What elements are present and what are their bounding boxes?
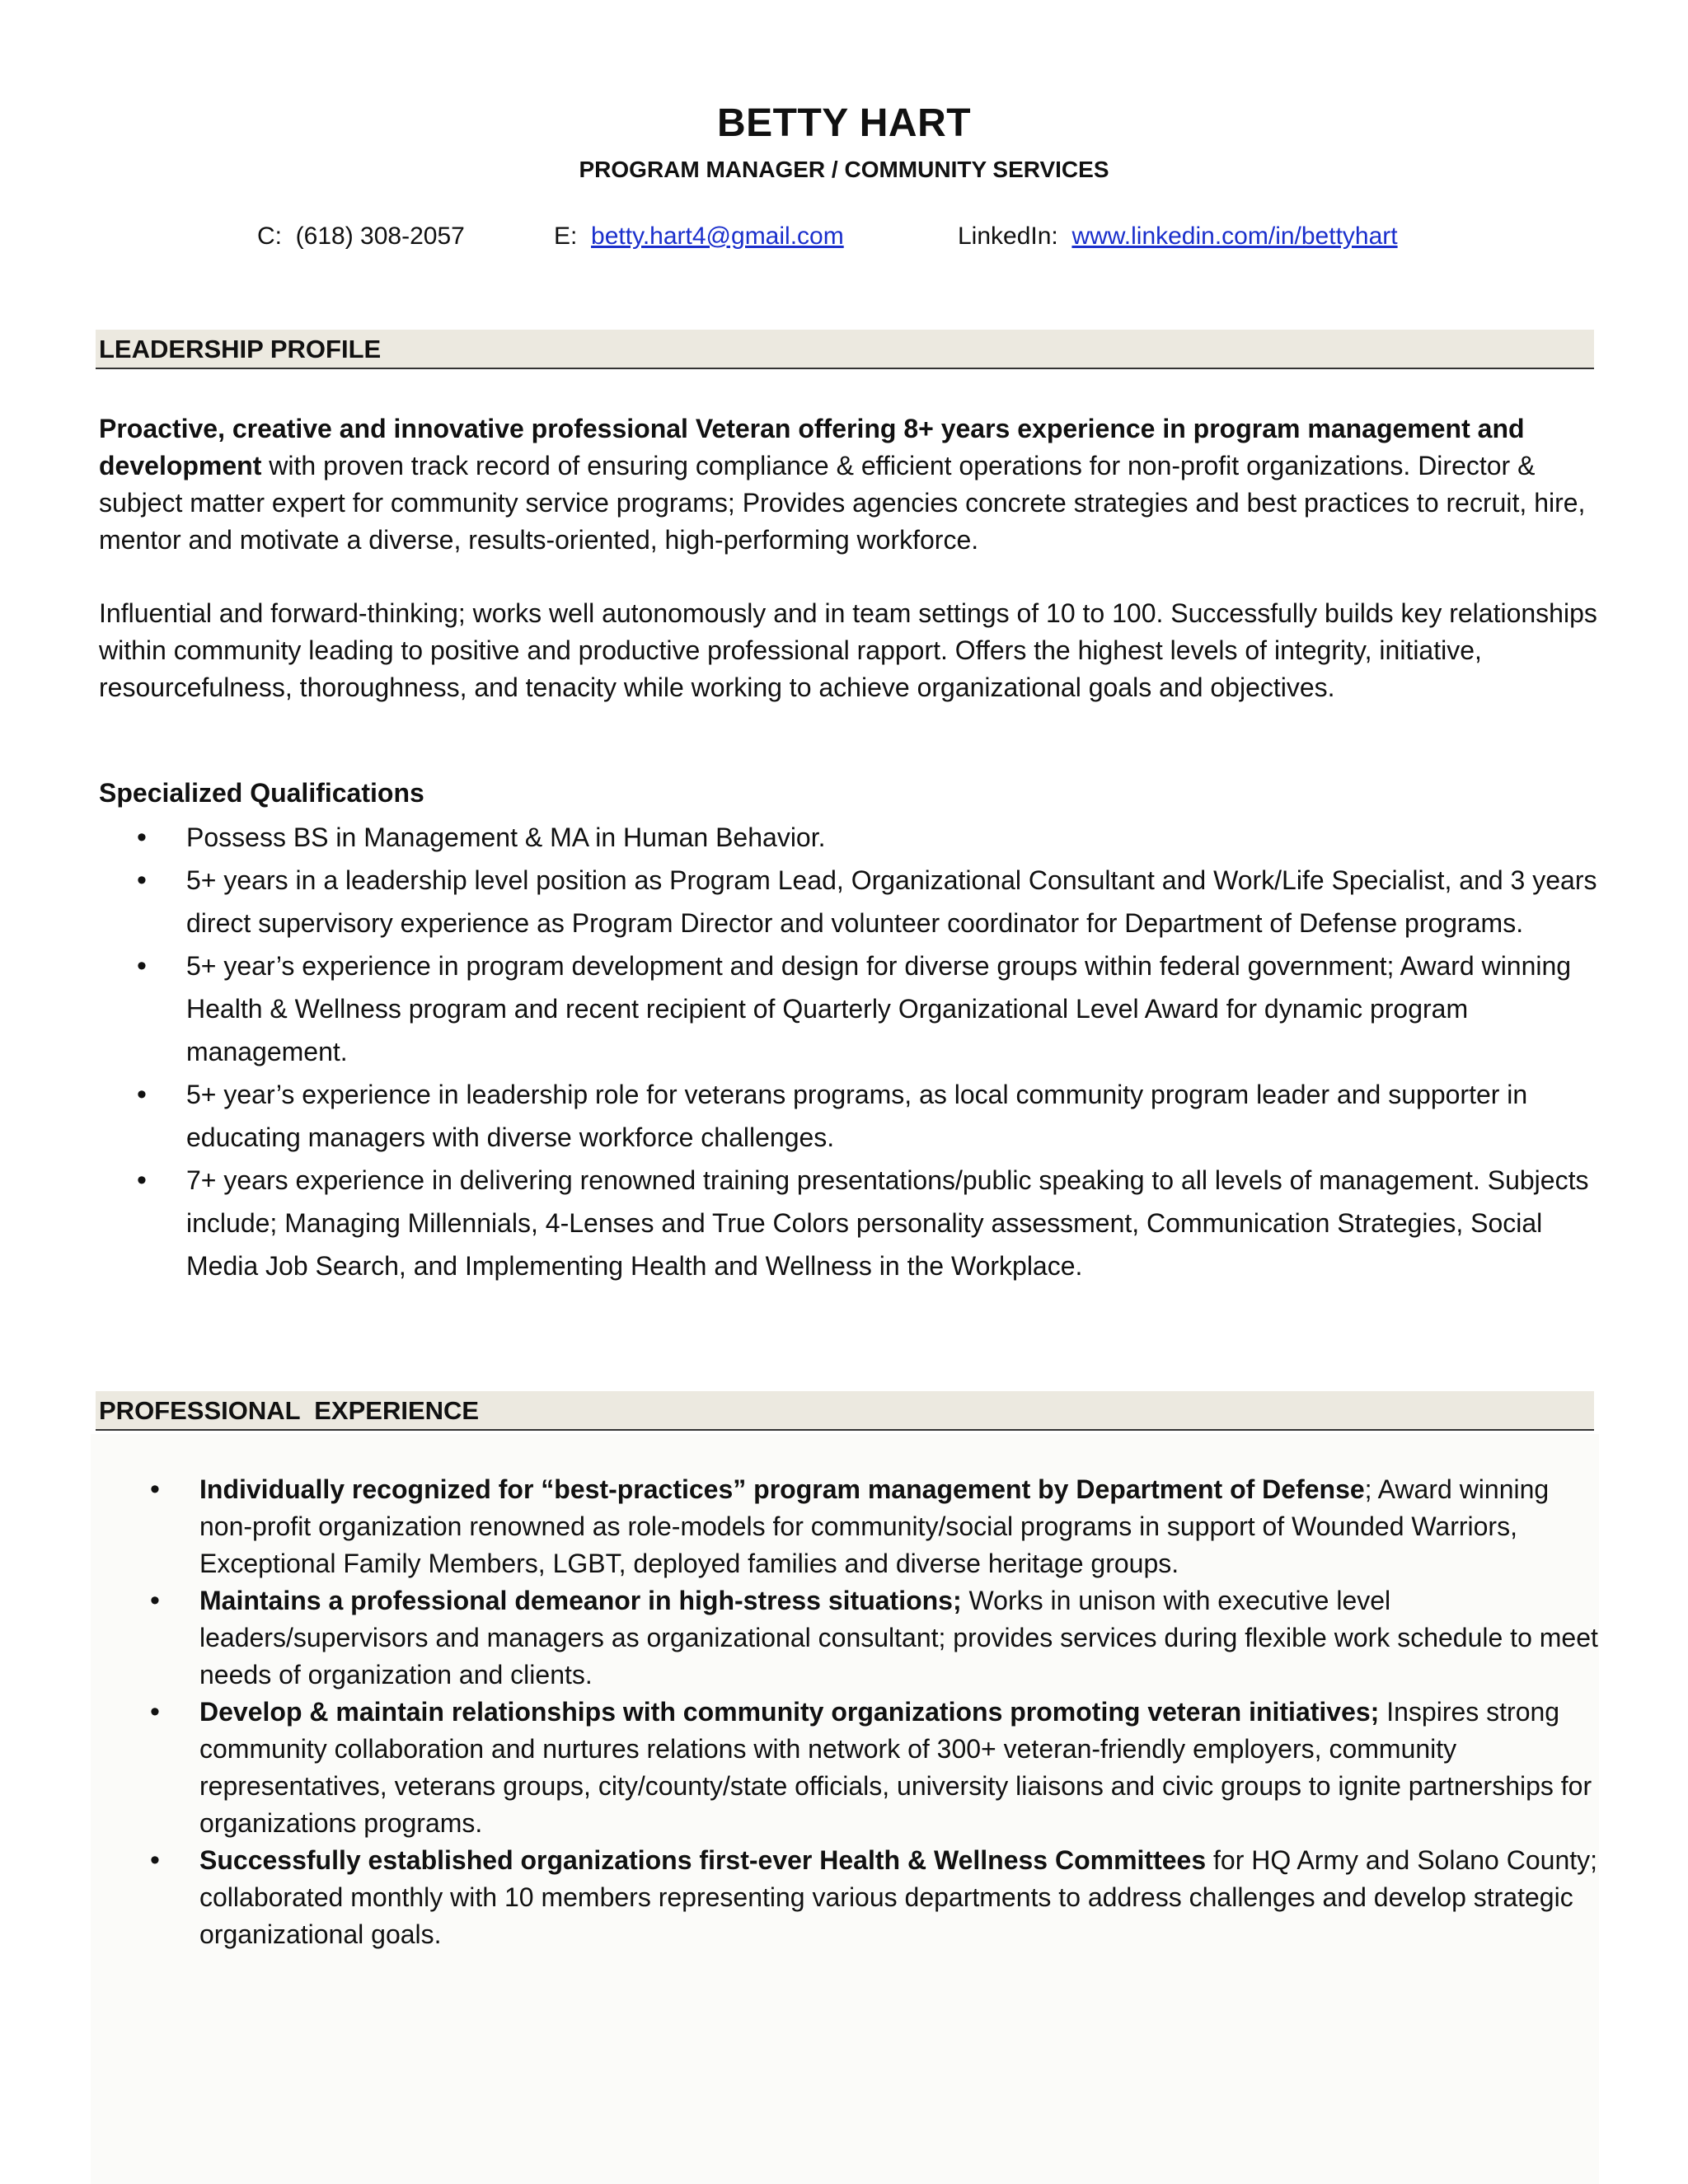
list-item: • 7+ years experience in delivering renowned training presentations/public speaking to all levels of management. Subjects include; Managing Millennials, 4-Lenses and True Colors personality assessment, Communication Strategies, Social Media Job Search, and Implementing Health and Wellness in the Workplace.: [99, 1159, 1599, 1287]
linkedin-link[interactable]: www.linkedin.com/in/bettyhart: [1071, 223, 1398, 250]
list-item: [99, 1842, 1599, 1953]
experience-text: Works in unison with executive level leaders/supervisors and managers as organizational consultant; provides services during flexible work schedule to meet needs of organization and clients.: [199, 1586, 1598, 1690]
experience-list: [99, 1471, 1599, 1953]
experience-text: for HQ Army and Solano County; collaborated monthly with 10 members representing various departments to address challenges and develop strategic organizational goals.: [199, 1845, 1598, 1949]
experience-bold-lead: Individually recognized for “best-practices” program management by Department of Defense: [199, 1474, 1365, 1504]
contact-phone: [257, 223, 465, 251]
section-title: LEADERSHIP PROFILE: [99, 335, 382, 363]
contact-linkedin: [958, 223, 1398, 251]
phone-number: (618) 308-2057: [295, 223, 465, 250]
qualifications-list: [99, 816, 1599, 1287]
experience-text: ; Award winning non-profit organization renowned as role-models for community/social programs in support of Wounded Warriors, Exceptional Family Members, LGBT, deployed families and diverse heritage groups.: [199, 1474, 1550, 1578]
phone-label: C:: [257, 223, 282, 250]
experience-text: Inspires strong community collaboration and nurtures relations with network of 300+ veteran-friendly employers, community representatives, veterans groups, city/county/state officials, university liaisons and civic groups to ignite partnerships for organizations programs.: [199, 1697, 1592, 1838]
profile-text: with proven track record of ensuring compliance & efficient operations for non-profit organizations. Director & subject matter expert for community service programs; Provides agencies concrete strategies and best practices to recruit, hire, mentor and motivate a diverse, results-oriented, high-performing workforce.: [99, 451, 1586, 555]
list-item: • 5+ years in a leadership level position as Program Lead, Organizational Consultant and Work/Life Specialist, and 3 years direct supervisory experience as Program Director and volunteer coordinator for Department of Defense programs.: [99, 859, 1599, 944]
linkedin-label: LinkedIn:: [958, 223, 1058, 250]
list-item: • Possess BS in Management & MA in Human Behavior.: [99, 816, 1599, 859]
contact-email: [554, 223, 844, 251]
section-title: PROFESSIONAL EXPERIENCE: [99, 1396, 480, 1425]
candidate-name: BETTY HART: [716, 101, 972, 145]
list-item: [99, 1694, 1599, 1842]
email-link[interactable]: betty.hart4@gmail.com: [591, 223, 844, 250]
profile-paragraph-2: Influential and forward-thinking; works well autonomously and in team settings of 10 to 100. Successfully builds key relationships within community leading to positive and productive professional rapport. Offers the highest levels of integrity, initiative, resourcefulness, thoroughness, and tenacity while working to achieve organizational goals and objectives.: [99, 598, 1597, 702]
experience-bold-lead: Develop & maintain relationships with community organizations promoting veteran initiatives;: [199, 1697, 1380, 1727]
list-item: [99, 1471, 1599, 1582]
section-header-professional-experience: [96, 1391, 1594, 1431]
profile-bold-lead: Proactive, creative and innovative professional Veteran offering 8+ years experience in program management and development: [99, 414, 1525, 480]
qualifications-heading: Specialized Qualifications: [99, 778, 424, 808]
list-item: • 5+ year’s experience in program development and design for diverse groups within federal government; Award winning Health & Wellness program and recent recipient of Quarterly Organizational Level Award for dynamic program management.: [99, 944, 1599, 1073]
section-header-leadership-profile: [96, 330, 1594, 369]
experience-bold-lead: Successfully established organizations first-ever Health & Wellness Committees: [199, 1845, 1207, 1875]
email-label: E:: [554, 223, 578, 250]
list-item: • 5+ year’s experience in leadership role for veterans programs, as local community program leader and supporter in educating managers with diverse workforce challenges.: [99, 1073, 1599, 1159]
profile-paragraph-1: [99, 410, 1599, 559]
list-item: [99, 1582, 1599, 1694]
candidate-title: PROGRAM MANAGER / COMMUNITY SERVICES: [579, 157, 1109, 182]
experience-bold-lead: Maintains a professional demeanor in high-stress situations;: [199, 1586, 962, 1615]
